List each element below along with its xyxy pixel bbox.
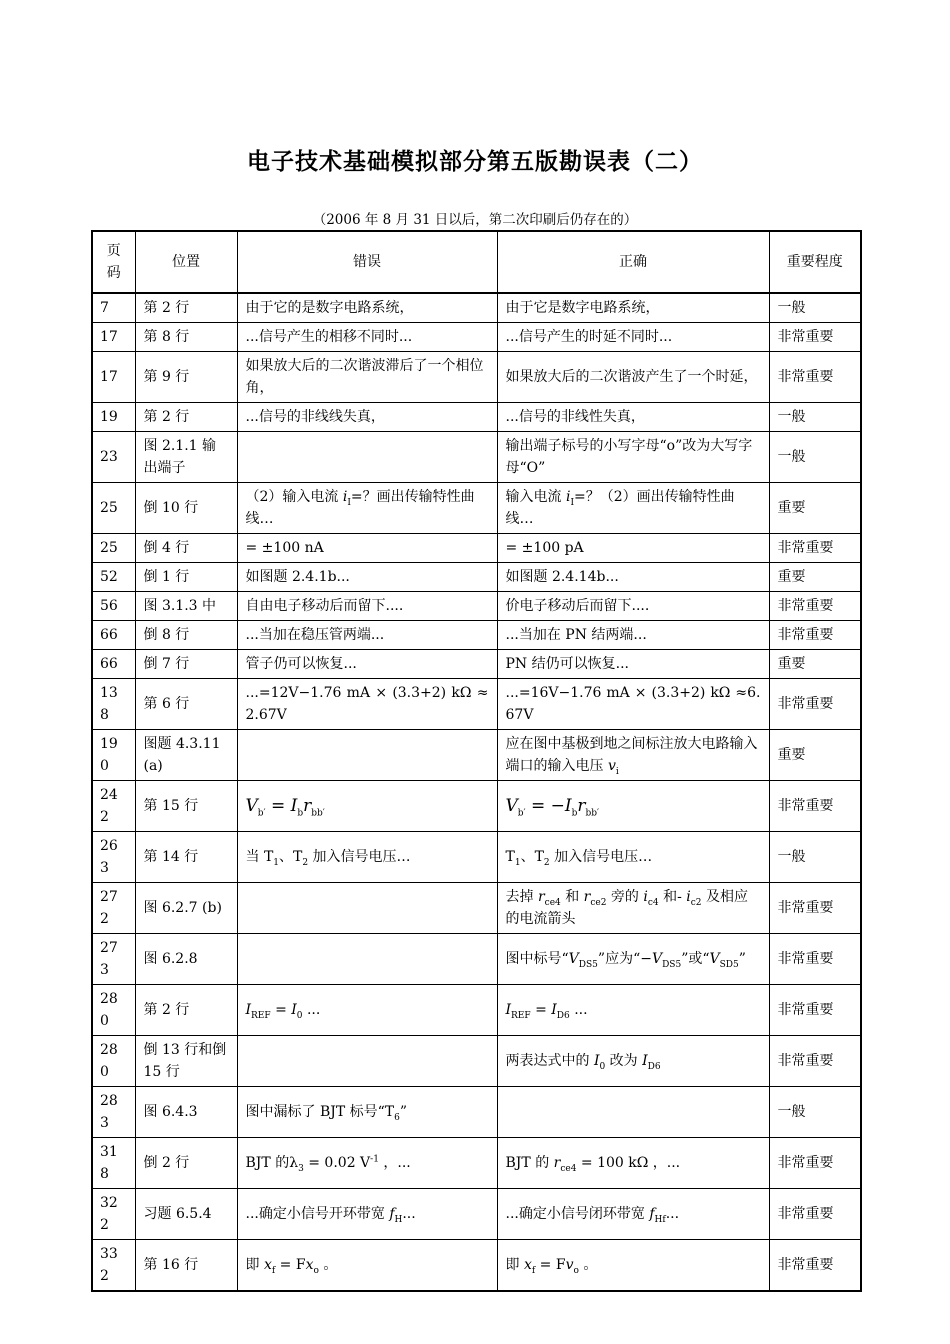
text-fragment: 改为 xyxy=(605,1053,643,1069)
math-variable: V xyxy=(505,796,518,816)
cell-page: 66 xyxy=(92,621,135,650)
text-fragment: 两表达式中的 xyxy=(505,1053,594,1069)
cell-severity: 非常重要 xyxy=(769,323,861,352)
math-variable: I xyxy=(551,1002,557,1018)
text-fragment: 去掉 xyxy=(505,889,538,905)
cell-error xyxy=(237,832,497,883)
table-row xyxy=(92,1189,861,1240)
cell-position: 第 6 行 xyxy=(135,679,237,730)
cell-severity: 非常重要 xyxy=(769,1240,861,1292)
cell-position: 倒 1 行 xyxy=(135,563,237,592)
cell-correct xyxy=(497,832,769,883)
cell-correct xyxy=(497,883,769,934)
cell-correct: 如图题 2.4.14b... xyxy=(497,563,769,592)
math-subscript: ce2 xyxy=(590,897,607,908)
text-fragment: 即 xyxy=(245,1257,264,1273)
math-subscript: 0 xyxy=(296,1010,303,1021)
cell-correct: 如果放大后的二次谐波产生了一个时延， xyxy=(497,352,769,403)
cell-position: 倒 2 行 xyxy=(135,1138,237,1189)
table-row xyxy=(92,323,861,352)
cell-severity: 非常重要 xyxy=(769,781,861,832)
text-fragment: ... xyxy=(569,1002,588,1018)
cell-error xyxy=(237,432,497,483)
text-fragment: ... xyxy=(665,1206,680,1222)
math-subscript: c4 xyxy=(647,897,659,908)
table-row xyxy=(92,650,861,679)
cell-position: 第 2 行 xyxy=(135,293,237,323)
cell-page: 318 xyxy=(92,1138,135,1189)
cell-position: 第 16 行 xyxy=(135,1240,237,1292)
text-fragment: ” xyxy=(399,1104,408,1120)
cell-position: 倒 10 行 xyxy=(135,483,237,534)
cell-position: 倒 7 行 xyxy=(135,650,237,679)
header-row xyxy=(92,231,861,293)
math-subscript: 0 xyxy=(599,1061,606,1072)
cell-page: 280 xyxy=(92,1036,135,1087)
cell-severity: 一般 xyxy=(769,832,861,883)
cell-error: 如果放大后的二次谐波滞后了一个相位角， xyxy=(237,352,497,403)
text-fragment: 和 xyxy=(560,889,584,905)
cell-page: 283 xyxy=(92,1087,135,1138)
text-fragment: 。 xyxy=(318,1257,338,1273)
cell-error: ...=12V−1.76 mA × (3.3+2) kΩ ≈2.67V xyxy=(237,679,497,730)
text-fragment: 及相应的电流箭头 xyxy=(505,889,748,927)
cell-correct xyxy=(497,1240,769,1292)
cell-position: 图 3.1.3 中 xyxy=(135,592,237,621)
cell-page: 273 xyxy=(92,934,135,985)
cell-position: 倒 8 行 xyxy=(135,621,237,650)
cell-error: 自由电子移动后而留下.... xyxy=(237,592,497,621)
cell-page: 7 xyxy=(92,293,135,323)
cell-correct xyxy=(497,730,769,781)
math-subscript: b′ xyxy=(517,808,526,819)
cell-severity: 重要 xyxy=(769,730,861,781)
math-subscript: DS5 xyxy=(662,959,682,970)
math-variable: f xyxy=(649,1206,655,1222)
cell-position: 图题 4.3.11 (a) xyxy=(135,730,237,781)
math-variable: i xyxy=(643,889,648,905)
table-row xyxy=(92,985,861,1036)
table-row xyxy=(92,1138,861,1189)
math-subscript: ce4 xyxy=(560,1163,577,1174)
text-fragment: =？画出传输特性曲线… xyxy=(245,489,475,527)
math-variable: I xyxy=(290,796,298,816)
math-variable: V xyxy=(709,951,720,967)
text-fragment: = xyxy=(530,1002,552,1018)
math-variable: r xyxy=(553,1155,561,1171)
math-subscript: 3 xyxy=(298,1163,304,1174)
text-fragment: ... xyxy=(402,1206,416,1222)
cell-correct: ...信号的非线性失真， xyxy=(497,403,769,432)
table-row xyxy=(92,592,861,621)
text-fragment: 当 T xyxy=(245,849,274,865)
table-row xyxy=(92,534,861,563)
text-fragment: = 100 kΩ ，... xyxy=(576,1155,681,1171)
text-fragment: BJT 的λ xyxy=(245,1155,299,1171)
math-subscript: b xyxy=(571,808,578,819)
text-fragment: 输入电流 xyxy=(505,489,566,505)
text-fragment: 和- xyxy=(658,889,687,905)
cell-position: 第 15 行 xyxy=(135,781,237,832)
cell-correct xyxy=(497,1087,769,1138)
page-title: 电子技术基础模拟部分第五版勘误表（二） xyxy=(247,148,703,175)
math-subscript: REF xyxy=(511,1010,531,1021)
text-fragment: 加入信号电压… xyxy=(308,849,411,865)
cell-severity: 非常重要 xyxy=(769,985,861,1036)
page-subtitle: （2006 年 8 月 31 日以后，第二次印刷后仍存在的） xyxy=(312,212,638,228)
math-subscript: f xyxy=(271,1265,276,1276)
table-row xyxy=(92,483,861,534)
math-variable: i xyxy=(686,889,691,905)
cell-page: 17 xyxy=(92,323,135,352)
cell-severity: 重要 xyxy=(769,483,861,534)
math-subscript: c2 xyxy=(690,897,702,908)
math-subscript: b xyxy=(297,808,304,819)
cell-error: 如图题 2.4.1b... xyxy=(237,563,497,592)
math-variable: I xyxy=(291,1002,297,1018)
cell-error: ...信号的非线线失真， xyxy=(237,403,497,432)
text-fragment: ... xyxy=(302,1002,321,1018)
cell-severity: 一般 xyxy=(769,293,861,323)
math-variable: r xyxy=(537,889,545,905)
cell-correct: 价电子移动后而留下.... xyxy=(497,592,769,621)
cell-error: = ±100 nA xyxy=(237,534,497,563)
math-variable: r xyxy=(583,889,591,905)
cell-correct xyxy=(497,1138,769,1189)
cell-error xyxy=(237,1138,497,1189)
cell-page: 242 xyxy=(92,781,135,832)
math-subscript: Hf xyxy=(654,1214,666,1225)
text-fragment: = 0.02 V xyxy=(303,1155,371,1171)
header-severity: 重要程度 xyxy=(769,231,861,293)
math-variable: x xyxy=(305,1257,314,1273)
text-fragment: 、T xyxy=(279,849,303,865)
math-subscript: I xyxy=(570,497,574,508)
text-fragment: T xyxy=(505,849,515,865)
header-error: 错误 xyxy=(237,231,497,293)
table-row xyxy=(92,934,861,985)
errata-table xyxy=(91,230,862,1292)
cell-severity: 一般 xyxy=(769,403,861,432)
math-subscript: 1 xyxy=(273,857,280,868)
math-variable: I xyxy=(245,1002,252,1018)
cell-error xyxy=(237,483,497,534)
cell-error xyxy=(237,883,497,934)
math-variable: V xyxy=(568,951,579,967)
math-superscript: -1 xyxy=(370,1154,379,1165)
cell-correct xyxy=(497,934,769,985)
math-variable: I xyxy=(642,1053,648,1069)
cell-error xyxy=(237,934,497,985)
text-fragment: 加入信号电压… xyxy=(549,849,653,865)
cell-correct xyxy=(497,1036,769,1087)
header-correct: 正确 xyxy=(497,231,769,293)
math-subscript: SD5 xyxy=(719,959,739,970)
cell-correct: 由于它是数字电路系统， xyxy=(497,293,769,323)
cell-correct: PN 结仍可以恢复... xyxy=(497,650,769,679)
math-subscript: H xyxy=(394,1214,403,1225)
cell-error xyxy=(237,781,497,832)
cell-correct xyxy=(497,1189,769,1240)
math-subscript: ce4 xyxy=(544,897,561,908)
table-row xyxy=(92,352,861,403)
header-page: 页码 xyxy=(92,231,135,293)
cell-page: 322 xyxy=(92,1189,135,1240)
cell-error: ...信号产生的相移不同时... xyxy=(237,323,497,352)
text-fragment: 、T xyxy=(520,849,544,865)
math-subscript: bb′ xyxy=(585,808,600,819)
cell-severity: 非常重要 xyxy=(769,1189,861,1240)
table-row xyxy=(92,1036,861,1087)
math-variable: r xyxy=(303,796,312,816)
math-subscript: o xyxy=(573,1265,579,1276)
text-fragment: 即 xyxy=(505,1257,524,1273)
text-fragment: =？（2）画出传输特性曲线… xyxy=(505,489,735,527)
cell-error xyxy=(237,985,497,1036)
text-fragment: ...确定小信号开环带宽 xyxy=(245,1206,390,1222)
text-fragment: BJT 的 xyxy=(505,1155,554,1171)
cell-correct xyxy=(497,483,769,534)
math-subscript: 6 xyxy=(394,1112,400,1123)
text-fragment: = F xyxy=(275,1257,306,1273)
cell-page: 17 xyxy=(92,352,135,403)
math-subscript: DS5 xyxy=(578,959,598,970)
cell-page: 138 xyxy=(92,679,135,730)
table-row xyxy=(92,563,861,592)
text-fragment: 应在图中基极到地之间标注放大电路输入端口的输入电压 xyxy=(505,736,758,774)
cell-severity: 非常重要 xyxy=(769,621,861,650)
table-row xyxy=(92,1240,861,1292)
cell-severity: 非常重要 xyxy=(769,592,861,621)
cell-position: 第 2 行 xyxy=(135,403,237,432)
cell-page: 272 xyxy=(92,883,135,934)
math-subscript: REF xyxy=(251,1010,271,1021)
math-subscript: 1 xyxy=(514,857,521,868)
cell-correct: ...信号产生的时延不同时... xyxy=(497,323,769,352)
text-fragment: （2）输入电流 xyxy=(245,489,343,505)
math-operator: = − xyxy=(525,796,565,816)
math-subscript: i xyxy=(615,766,619,777)
cell-error xyxy=(237,1240,497,1292)
table-row xyxy=(92,293,861,323)
math-variable: i xyxy=(342,489,348,505)
cell-position: 第 8 行 xyxy=(135,323,237,352)
cell-severity: 重要 xyxy=(769,563,861,592)
cell-page: 190 xyxy=(92,730,135,781)
cell-position: 图 6.2.7 (b) xyxy=(135,883,237,934)
math-subscript: b′ xyxy=(257,808,266,819)
math-subscript: D6 xyxy=(556,1010,570,1021)
cell-correct xyxy=(497,781,769,832)
cell-page: 19 xyxy=(92,403,135,432)
math-variable: r xyxy=(577,796,586,816)
cell-page: 332 xyxy=(92,1240,135,1292)
math-variable: I xyxy=(593,1053,600,1069)
cell-severity: 非常重要 xyxy=(769,352,861,403)
math-variable: I xyxy=(505,1002,512,1018)
cell-page: 66 xyxy=(92,650,135,679)
math-variable: V xyxy=(245,796,258,816)
cell-page: 263 xyxy=(92,832,135,883)
cell-position: 倒 13 行和倒 15 行 xyxy=(135,1036,237,1087)
text-fragment: ”或“ xyxy=(681,951,710,967)
cell-severity: 一般 xyxy=(769,432,861,483)
math-subscript: 2 xyxy=(302,857,309,868)
cell-page: 280 xyxy=(92,985,135,1036)
math-variable: x xyxy=(263,1257,272,1273)
cell-page: 25 xyxy=(92,534,135,563)
math-subscript: 2 xyxy=(543,857,550,868)
table-row xyxy=(92,679,861,730)
text-fragment: = xyxy=(270,1002,292,1018)
cell-error: 由于它的是数字电路系统， xyxy=(237,293,497,323)
cell-position: 习题 6.5.4 xyxy=(135,1189,237,1240)
math-subscript: o xyxy=(313,1265,319,1276)
cell-error xyxy=(237,1036,497,1087)
text-fragment: 图中漏标了 BJT 标号“T xyxy=(245,1104,395,1120)
cell-position: 第 9 行 xyxy=(135,352,237,403)
cell-severity: 非常重要 xyxy=(769,934,861,985)
cell-error: 管子仍可以恢复... xyxy=(237,650,497,679)
cell-page: 52 xyxy=(92,563,135,592)
math-operator: = xyxy=(265,796,291,816)
math-subscript: bb′ xyxy=(311,808,325,819)
table-row xyxy=(92,781,861,832)
cell-position: 第 2 行 xyxy=(135,985,237,1036)
header-position: 位置 xyxy=(135,231,237,293)
math-subscript: D6 xyxy=(647,1061,661,1072)
cell-severity: 非常重要 xyxy=(769,1138,861,1189)
cell-position: 图 2.1.1 输出端子 xyxy=(135,432,237,483)
text-fragment: ...确定小信号闭环带宽 xyxy=(505,1206,650,1222)
cell-severity: 一般 xyxy=(769,1087,861,1138)
text-fragment: ，... xyxy=(378,1155,411,1171)
table-row xyxy=(92,403,861,432)
cell-position: 第 14 行 xyxy=(135,832,237,883)
text-fragment: = F xyxy=(535,1257,566,1273)
cell-correct: 输出端子标号的小写字母“o”改为大写字母“O” xyxy=(497,432,769,483)
math-variable: f xyxy=(389,1206,395,1222)
table-row xyxy=(92,883,861,934)
text-fragment: ”应为“− xyxy=(597,951,652,967)
math-variable: v xyxy=(607,758,616,774)
table-row xyxy=(92,832,861,883)
text-fragment: 图中标号“ xyxy=(505,951,569,967)
cell-error xyxy=(237,1087,497,1138)
cell-error xyxy=(237,730,497,781)
cell-correct xyxy=(497,985,769,1036)
cell-position: 图 6.2.8 xyxy=(135,934,237,985)
cell-position: 倒 4 行 xyxy=(135,534,237,563)
cell-page: 23 xyxy=(92,432,135,483)
cell-correct: ...当加在 PN 结两端... xyxy=(497,621,769,650)
cell-correct: ...=16V−1.76 mA × (3.3+2) kΩ ≈6.67V xyxy=(497,679,769,730)
math-variable: V xyxy=(651,951,663,967)
cell-page: 25 xyxy=(92,483,135,534)
text-fragment: ” xyxy=(738,951,746,967)
math-variable: I xyxy=(564,796,572,816)
cell-severity: 非常重要 xyxy=(769,883,861,934)
text-fragment: 。 xyxy=(578,1257,598,1273)
table-row xyxy=(92,730,861,781)
cell-error: ...当加在稳压管两端... xyxy=(237,621,497,650)
math-variable: i xyxy=(565,489,571,505)
cell-severity: 非常重要 xyxy=(769,679,861,730)
table-row xyxy=(92,432,861,483)
table-row xyxy=(92,621,861,650)
cell-severity: 非常重要 xyxy=(769,534,861,563)
cell-correct: = ±100 pA xyxy=(497,534,769,563)
cell-error xyxy=(237,1189,497,1240)
cell-position: 图 6.4.3 xyxy=(135,1087,237,1138)
cell-severity: 非常重要 xyxy=(769,1036,861,1087)
math-subscript: I xyxy=(347,497,351,508)
table-row xyxy=(92,1087,861,1138)
text-fragment: 旁的 xyxy=(606,889,644,905)
cell-severity: 重要 xyxy=(769,650,861,679)
math-variable: x xyxy=(523,1257,532,1273)
cell-page: 56 xyxy=(92,592,135,621)
math-variable: v xyxy=(565,1257,574,1273)
math-subscript: f xyxy=(531,1265,536,1276)
